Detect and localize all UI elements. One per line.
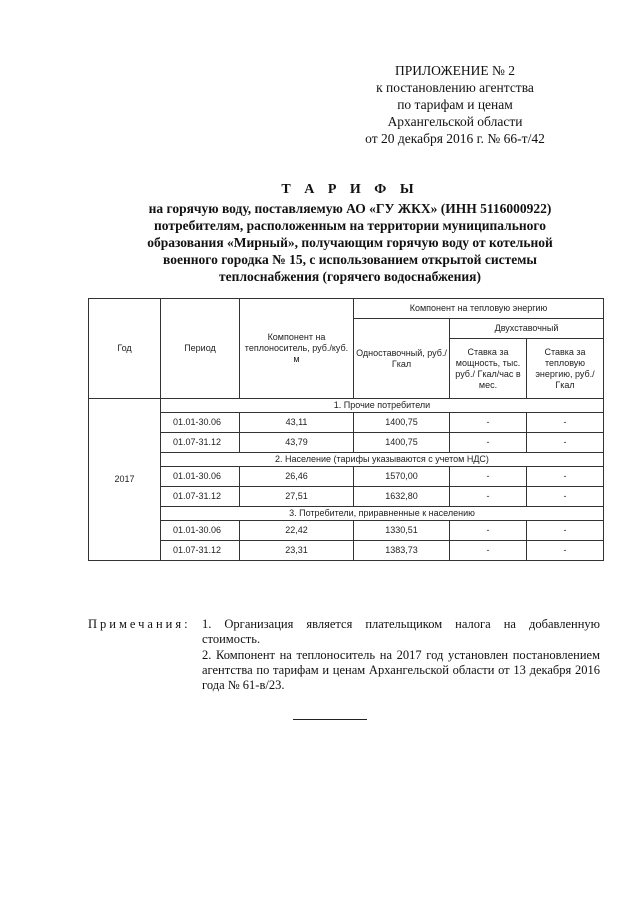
energy-rate-cell: -: [527, 487, 604, 507]
header-single-rate: Одноставочный, руб./Гкал: [354, 319, 450, 399]
appendix-header: [330, 62, 580, 147]
period-cell: 01.07-31.12: [161, 541, 240, 561]
title-line: военного городка № 15, с использованием открытой системы: [163, 252, 537, 267]
single-rate-cell: 1400,75: [354, 433, 450, 453]
title-line: потребителям, расположенным на территории муниципального: [154, 218, 546, 233]
note-item: 1. Организация является плательщиком налога на добавленную стоимость.: [202, 617, 600, 646]
period-cell: 01.07-31.12: [161, 487, 240, 507]
header-carrier: Компонент на теплоноситель, руб./куб. м: [240, 299, 354, 399]
table-row: [89, 487, 604, 507]
carrier-cell: 43,11: [240, 413, 354, 433]
capacity-rate-cell: -: [450, 467, 527, 487]
group-title: 3. Потребители, приравненные к населению: [161, 507, 604, 521]
carrier-cell: 27,51: [240, 487, 354, 507]
title-line: на горячую воду, поставляемую АО «ГУ ЖКХ» (ИНН 5116000922): [148, 201, 552, 216]
title-line: образования «Мирный», получающим горячую воду от котельной: [147, 235, 553, 250]
carrier-cell: 26,46: [240, 467, 354, 487]
carrier-cell: 22,42: [240, 521, 354, 541]
tariff-table: [88, 298, 604, 561]
appendix-number: ПРИЛОЖЕНИЕ № 2: [394, 63, 516, 78]
period-cell: 01.07-31.12: [161, 433, 240, 453]
single-rate-cell: 1383,73: [354, 541, 450, 561]
table-row: [89, 467, 604, 487]
header-energy: Компонент на тепловую энергию: [354, 299, 604, 319]
appendix-ref-line: к постановлению агентства: [376, 80, 534, 95]
table-row: [89, 433, 604, 453]
capacity-rate-cell: -: [450, 541, 527, 561]
table-row: [89, 413, 604, 433]
period-cell: 01.01-30.06: [161, 413, 240, 433]
capacity-rate-cell: -: [450, 433, 527, 453]
table-row: [89, 541, 604, 561]
header-period: Период: [161, 299, 240, 399]
table-row: [89, 521, 604, 541]
energy-rate-cell: -: [527, 467, 604, 487]
title-main: Т А Р И Ф Ы: [281, 182, 419, 197]
appendix-ref-line: по тарифам и ценам: [397, 97, 513, 112]
group-title: 1. Прочие потребители: [161, 399, 604, 413]
closing-rule: [293, 719, 367, 720]
capacity-rate-cell: -: [450, 413, 527, 433]
energy-rate-cell: -: [527, 521, 604, 541]
appendix-ref-line: Архангельской области: [387, 114, 523, 129]
header-energy-rate: Ставка за тепловую энергию, руб./Гкал: [527, 339, 604, 399]
note-item: 2. Компонент на теплоноситель на 2017 год установлен постановлением агентства по тарифам и ценам Архангельской области от 13 декабря 2016 года № 61-в/23.: [202, 648, 600, 692]
single-rate-cell: 1400,75: [354, 413, 450, 433]
carrier-cell: 23,31: [240, 541, 354, 561]
energy-rate-cell: -: [527, 541, 604, 561]
header-capacity-rate: Ставка за мощность, тыс. руб./ Гкал/час в мес.: [450, 339, 527, 399]
group-title: 2. Население (тарифы указываются с учетом НДС): [161, 453, 604, 467]
period-cell: 01.01-30.06: [161, 467, 240, 487]
energy-rate-cell: -: [527, 433, 604, 453]
energy-rate-cell: -: [527, 413, 604, 433]
appendix-date: от 20 декабря 2016 г. № 66-т/42: [365, 131, 545, 146]
notes-label: Примечания:: [88, 617, 191, 631]
single-rate-cell: 1330,51: [354, 521, 450, 541]
period-cell: 01.01-30.06: [161, 521, 240, 541]
title-line: теплоснабжения (горячего водоснабжения): [219, 269, 481, 284]
capacity-rate-cell: -: [450, 521, 527, 541]
year-cell: 2017: [89, 399, 161, 561]
capacity-rate-cell: -: [450, 487, 527, 507]
single-rate-cell: 1632,80: [354, 487, 450, 507]
header-two-rate: Двухставочный: [450, 319, 604, 339]
document-title: [90, 181, 610, 285]
single-rate-cell: 1570,00: [354, 467, 450, 487]
carrier-cell: 43,79: [240, 433, 354, 453]
header-year: Год: [89, 299, 161, 399]
